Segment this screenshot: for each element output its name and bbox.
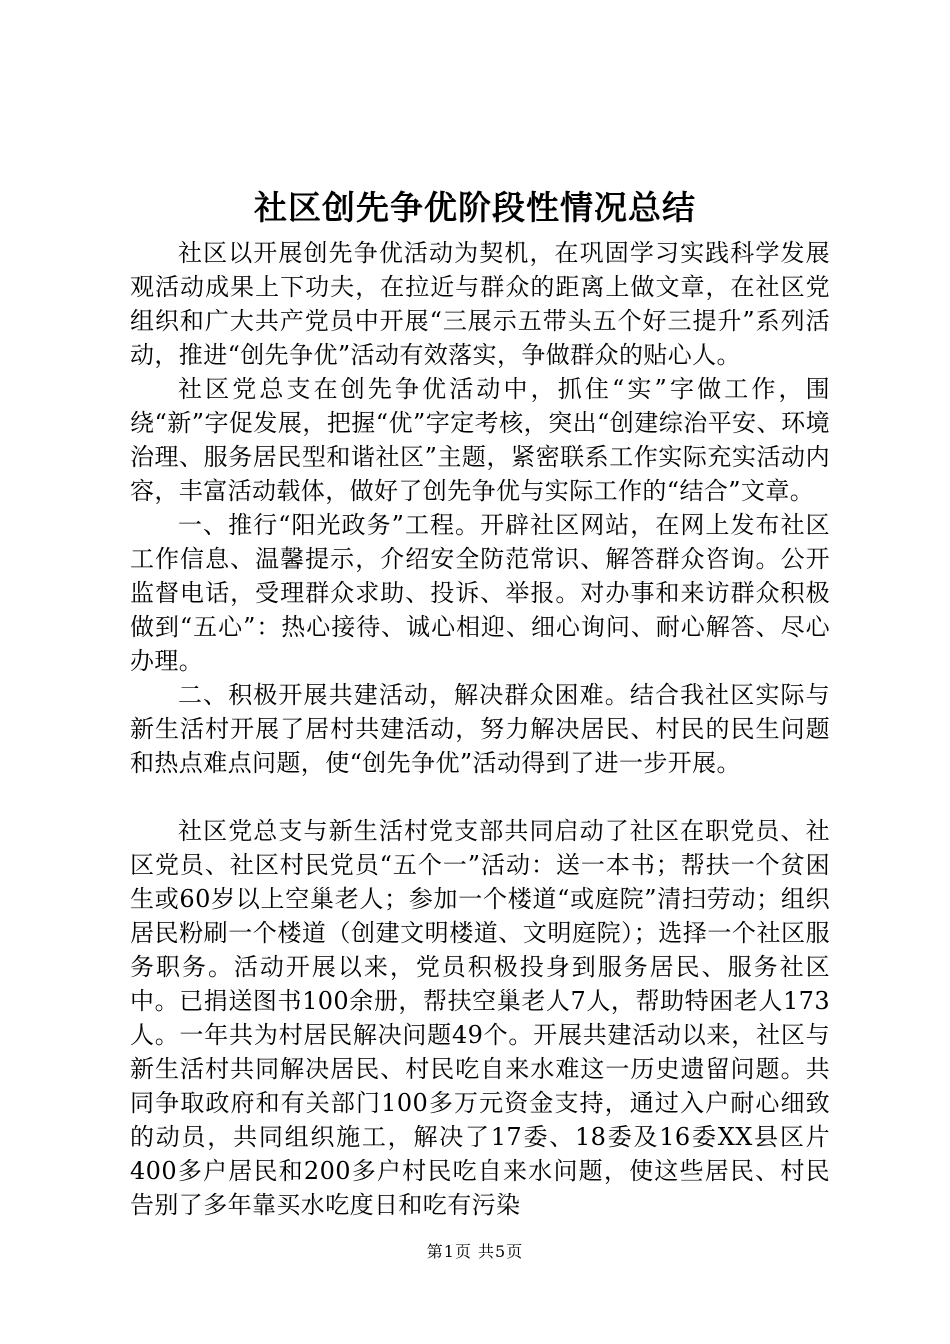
document-title: 社区创先争优阶段性情况总结 bbox=[254, 188, 696, 227]
paragraph-section-two: 二、积极开展共建活动，解决群众困难。结合我社区实际与新生活村开展了居村共建活动，努力解决居民、村民的民生问题和热点难点问题，使“创先争优”活动得到了进一步开展。 bbox=[130, 681, 830, 777]
paragraph-spacer bbox=[130, 780, 830, 814]
page-footer: 第1页 共5页 bbox=[426, 1242, 524, 1261]
paragraph-details: 社区党总支与新生活村党支部共同启动了社区在职党员、社区党员、社区村民党员“五个一”活动：送一本书；帮扶一个贫困生或60岁以上空巢老人；参加一个楼道“或庭院”清扫劳动；组织居民粉刷一个楼道（创建文明楼道、文明庭院）；选择一个社区服务职务。活动开展以来，党员积极投身到服务居民、服务社区中。已捐送图书100余册，帮扶空巢老人7人，帮助特困老人173人。一年共为村居民解决问题49个。开展共建活动以来，社区与新生活村共同解决居民、村民吃自来水难这一历史遗留问题。共同争取政府和有关部门100多万元资金支持，通过入户耐心细致的动员，共同组织施工，解决了17委、18委及16委XX县区片400多户居民和200多户村民吃自来水问题，使这些居民、村民告别了多年靠买水吃度日和吃有污染 bbox=[130, 817, 830, 1219]
document-body bbox=[130, 236, 830, 1222]
paragraph-section-one: 一、推行“阳光政务”工程。开辟社区网站，在网上发布社区工作信息、温馨提示，介绍安全防范常识、解答群众咨询。公开监督电话，受理群众求助、投诉、举报。对办事和来访群众积极做到“五心”：热心接待、诚心相迎、细心询问、耐心解答、尽心办理。 bbox=[130, 511, 830, 675]
paragraph-overview: 社区党总支在创先争优活动中，抓住“实”字做工作，围绕“新”字促发展，把握“优”字定考核，突出“创建综治平安、环境治理、服务居民型和谐社区”主题，紧密联系工作实际充实活动内容，丰富活动载体，做好了创先争优与实际工作的“结合”文章。 bbox=[130, 375, 830, 505]
paragraph-intro: 社区以开展创先争优活动为契机，在巩固学习实践科学发展观活动成果上下功夫，在拉近与群众的距离上做文章，在社区党组织和广大共产党员中开展“三展示五带头五个好三提升”系列活动，推进“创先争优”活动有效落实，争做群众的贴心人。 bbox=[130, 239, 830, 369]
